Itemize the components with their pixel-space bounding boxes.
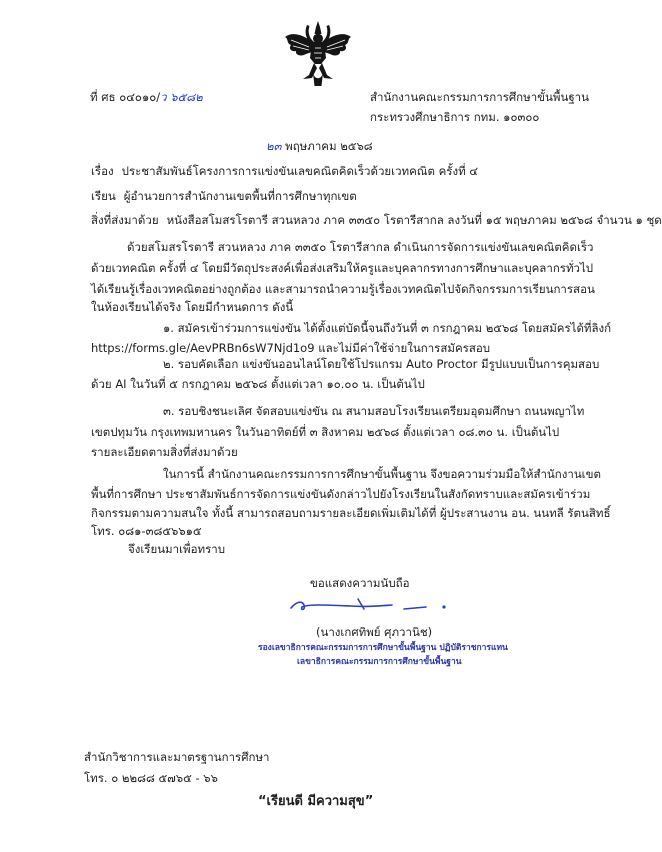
closing-line: จึงเรียนมาเพื่อทราบ [128, 542, 226, 556]
department-phone: โทร. ๐ ๒๒๘๘ ๕๗๖๕ - ๖๖ [84, 771, 218, 785]
coordinator-phone: โทร. ๐๘๑-๓๘๕๖๖๑๕ [91, 524, 202, 538]
reference-handwritten: ว ๖๕๘๒ [160, 90, 203, 104]
intro-line: ในห้องเรียนได้จริง โดยมีกำหนดการ ดังนี้ [91, 300, 294, 314]
schedule-item-1: ๑. สมัครเข้าร่วมการแข่งขัน ได้ตั้งแต่บัดนี้จนถึงวันที่ ๓ กรกฎาคม ๒๕๖๘ โดยสมัครได้ที่ลิงก์ [163, 321, 612, 335]
intro-line: ได้เรียนรู้เรื่องเวทคณิตอย่างถูกต้อง และสามารถนำความรู้เรื่องเวทคณิตไปจัดกิจกรรมการเรียนการสอน [91, 282, 595, 296]
subject-text: ประชาสัมพันธ์โครงการการแข่งขันเลขคณิตคิดเร็วด้วยเวทคณิต ครั้งที่ ๔ [121, 164, 479, 178]
subject-label: เรื่อง [91, 164, 114, 178]
request-line: กิจกรรมตามความสนใจ ทั้งนี้ สามารถสอบถามรายละเอียดเพิ่มเติมได้ที่ ผู้ประสานงาน อน. นนทลี รัตนสิทธิ์ [91, 506, 611, 520]
signatory-name: (นางเกศทิพย์ ศุภวานิช) [316, 625, 433, 639]
garuda-emblem-icon [283, 20, 353, 88]
schedule-item-1-link-line: https://forms.gle/AevPRBn6sW7Njd1o9 และไม่มีค่าใช้จ่ายในการสมัครสอบ [91, 341, 491, 355]
request-line: ในการนี้ สำนักงานคณะกรรมการการศึกษาขั้นพื้นฐาน จึงขอความร่วมมือให้สำนักงานเขต [163, 467, 601, 481]
date-day-handwritten: ๒๓ [266, 139, 282, 153]
regards-line: ขอแสดงความนับถือ [310, 576, 410, 590]
schedule-item-3: ๓. รอบชิงชนะเลิศ จัดสอบแข่งขัน ณ สนามสอบโรงเรียนเตรียมอุดมศึกษา ถนนพญาไท [163, 404, 585, 418]
subject-line [91, 163, 561, 180]
schedule-item-2-continued: ด้วย AI ในวันที่ ๕ กรกฎาคม ๒๕๖๘ ตั้งแต่เวลา ๑๐.๐๐ น. เป็นต้นไป [91, 377, 425, 391]
slogan: “เรียนดี มีความสุข” [258, 794, 374, 809]
office-name: สำนักงานคณะกรรมการการศึกษาขั้นพื้นฐาน [370, 90, 589, 104]
enclosure-line [91, 212, 662, 229]
schedule-item-3-details: รายละเอียดตามสิ่งที่ส่งมาด้วย [91, 445, 238, 459]
intro-line: ด้วยสโมสรโรตารี สวนหลวง ภาค ๓๓๕๐ โรตารีสากล ดำเนินการจัดการแข่งขันเลขคณิตคิดเร็ว [127, 240, 594, 254]
reference-number [90, 89, 290, 106]
intro-line: ด้วยเวทคณิต ครั้งที่ ๔ โดยมีวัตถุประสงค์เพื่อส่งเสริมให้ครูและบุคลากรทางการศึกษาและบุคลากรทั่วไป [91, 261, 594, 275]
enclosure-text: หนังสือสโมสรโรตารี สวนหลวง ภาค ๓๓๕๐ โรตารีสากล ลงวันที่ ๑๕ พฤษภาคม ๒๕๖๘ จำนวน ๑ ชุด [166, 213, 662, 227]
reference-prefix: ที่ ศธ ๐๔๐๑๐/ [90, 90, 161, 104]
signatory-position-stamp: รองเลขาธิการคณะกรรมการการศึกษาขั้นพื้นฐาน ปฏิบัติราชการแทน [258, 643, 508, 653]
schedule-item-3-continued: เขตปทุมวัน กรุงเทพมหานคร ในวันอาทิตย์ที่ ๓ สิงหาคม ๒๕๖๘ ตั้งแต่เวลา ๐๘.๓๐ น. เป็นต้นไป [91, 425, 560, 439]
date-month-year: พฤษภาคม ๒๕๖๘ [285, 139, 373, 153]
recipient-label: เรียน [91, 189, 116, 203]
letter-date [266, 138, 426, 155]
recipient-line [91, 188, 561, 205]
signatory-authority-stamp: เลขาธิการคณะกรรมการการศึกษาขั้นพื้นฐาน [297, 657, 462, 667]
handwritten-signature [288, 594, 453, 618]
office-address: กระทรวงศึกษาธิการ กทม. ๑๐๓๐๐ [370, 110, 540, 124]
issuing-department: สำนักวิชาการและมาตรฐานการศึกษา [84, 750, 270, 764]
enclosure-label: สิ่งที่ส่งมาด้วย [91, 213, 159, 227]
request-line: พื้นที่การศึกษา ประชาสัมพันธ์การจัดการแข่งขันดังกล่าวไปยังโรงเรียนในสังกัดทราบและสมัครเข้าร่วม [91, 487, 591, 501]
schedule-item-2: ๒. รอบคัดเลือก แข่งขันออนไลน์โดยใช้โปรแกรม Auto Proctor มีรูปแบบเป็นการคุมสอบ [163, 357, 600, 371]
recipient-text: ผู้อำนวยการสำนักงานเขตพื้นที่การศึกษาทุกเขต [123, 189, 357, 203]
